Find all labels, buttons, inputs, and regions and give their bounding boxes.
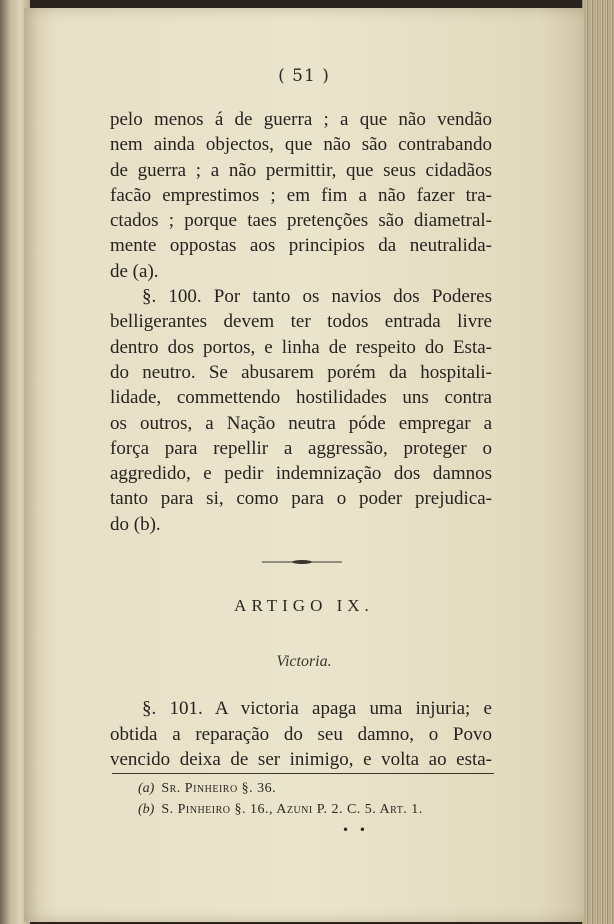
- text-line: de guerra ; a não permittir, que seus cidadãos: [110, 159, 492, 181]
- text-line: obtida a reparação do seu damno, o Povo: [110, 723, 492, 745]
- footnote-mark: (a): [138, 781, 155, 796]
- footnote-a: [138, 778, 498, 799]
- text-line: lidade, commettendo hostilidades uns contra: [110, 387, 492, 409]
- text-line: pelo menos á de guerra ; a que não vendão: [110, 109, 492, 130]
- text-line: §. 100. Por tanto os navios dos Poderes: [142, 286, 492, 308]
- signature-mark: • •: [342, 823, 369, 837]
- footnote-b: [138, 799, 498, 820]
- text-line: aggredido, e pedir indemnização dos damnos: [110, 463, 492, 485]
- text-line: vencido deixa de ser inimigo, e volta ao esta-: [110, 749, 492, 770]
- text-line: belligerantes devem ter todos entrada livre: [110, 311, 492, 333]
- text-line: facão emprestimos ; em fim a não fazer tra-: [110, 184, 492, 206]
- text-line: ctados ; porque taes pretenções são diametral-: [110, 210, 492, 232]
- footnote-rule: [112, 773, 494, 774]
- text-line: força para repellir a aggressão, proteger o: [110, 437, 492, 459]
- footnote-text: S. Pinheiro §. 16., Azuni P. 2. C. 5. Art. 1.: [161, 802, 423, 817]
- text-line: dentro dos portos, e linha de respeito do Esta-: [110, 336, 492, 358]
- article-heading: ARTIGO IX.: [234, 596, 374, 615]
- text-line: tanto para si, como para o poder prejudica-: [110, 488, 492, 510]
- text-line: §. 101. A victoria apaga uma injuria; e: [142, 698, 492, 719]
- section-title: Victoria.: [276, 653, 332, 670]
- paragraph-101: [110, 696, 492, 773]
- footnote-text: Sr. Pinheiro §. 36.: [161, 781, 277, 796]
- section-divider-ornament: [262, 559, 342, 565]
- text-line: os outros, a Nação neutra póde empregar a: [110, 412, 492, 434]
- text-line: de (a).: [110, 260, 159, 282]
- book-page: [24, 8, 584, 922]
- text-line: do neutro. Se abusarem porém da hospitali-: [110, 361, 492, 383]
- book-page-stack-edge: [582, 0, 614, 924]
- text-line: mente oppostas aos principios da neutralida-: [110, 235, 492, 257]
- text-line: nem ainda objectos, que não são contrabando: [110, 134, 492, 156]
- footnotes: [138, 778, 498, 820]
- page-number: ( 51 ): [278, 66, 330, 86]
- main-text: [110, 107, 492, 537]
- footnote-mark: (b): [138, 802, 155, 817]
- text-line: do (b).: [110, 513, 161, 535]
